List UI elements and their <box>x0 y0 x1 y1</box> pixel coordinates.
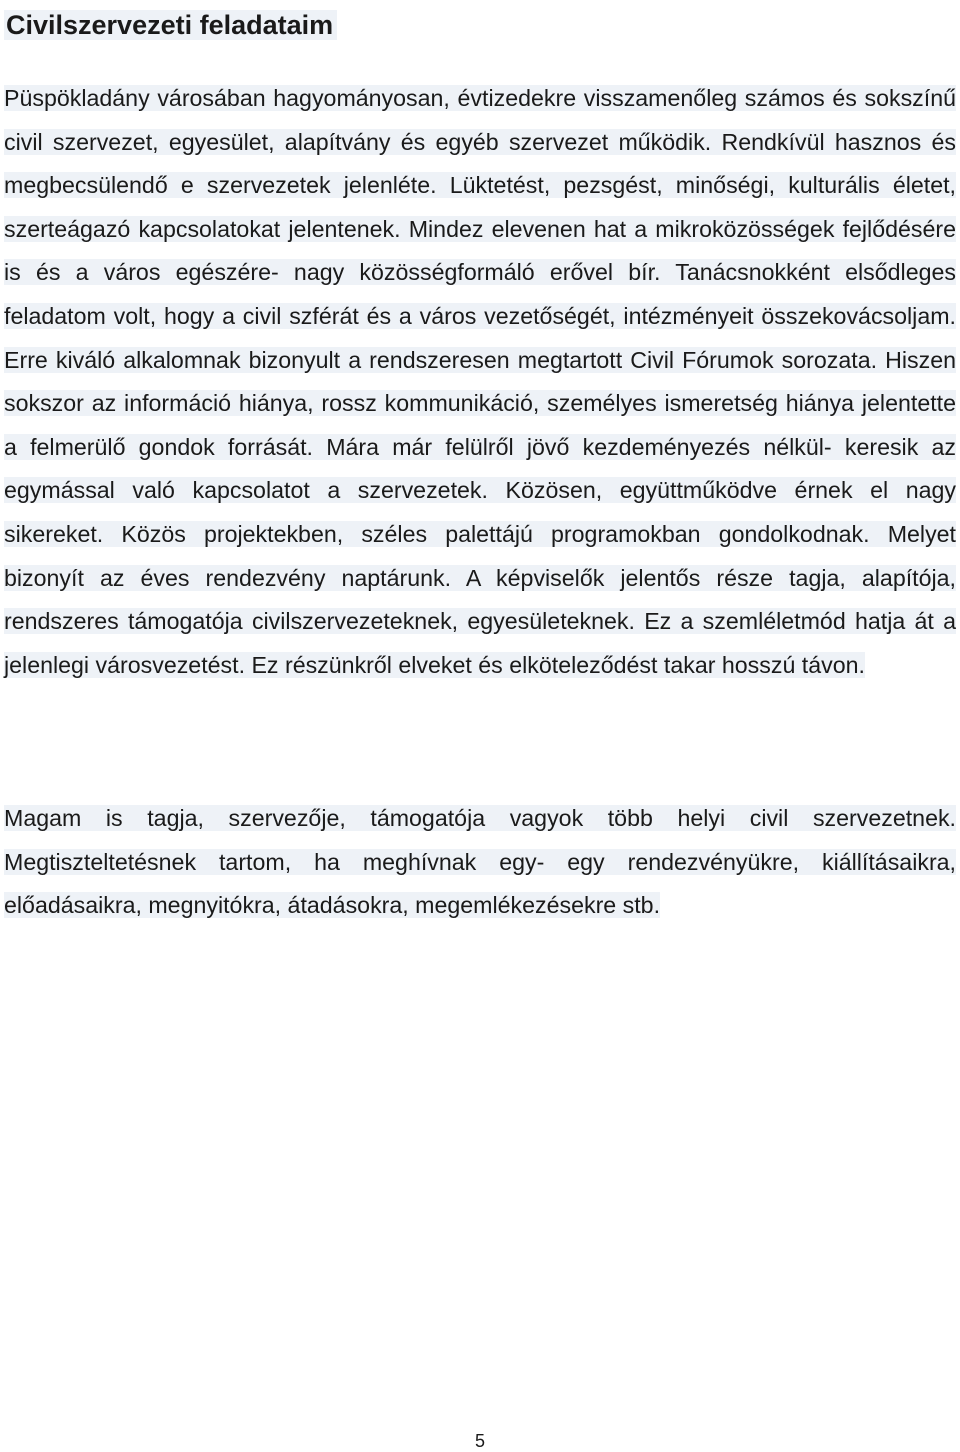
body-paragraph-1 <box>4 77 956 687</box>
page-number: 5 <box>474 1431 485 1451</box>
page-title-text: Civilszervezeti feladataim <box>4 10 337 40</box>
body-paragraph-1-text: Püspökladány városában hagyományosan, évtizedekre visszamenőleg számos és sokszínű civil szervezet, egyesület, alapítvány és egyéb szervezet működik. Rendkívül hasznos és megbecsülendő e szervezetek jelenléte. Lüktetést, pezsgést, minőségi, kulturális életet, szerteágazó kapcsolatokat jelentenek. Mindez elevenen hat a mikroközösségek fejlődésére is és a város egészére- nagy közösségformáló erővel bír. Tanácsnokként elsődleges feladatom volt, hogy a civil szférát és a város vezetőségét, intézményeit összekovácsoljam. Erre kiváló alkalomnak bizonyult a rendszeresen megtartott Civil Fórumok sorozata. Hiszen sokszor az információ hiánya, rossz kommunikáció, személyes ismeretség hiánya jelentette a felmerülő gondok forrását. Mára már felülről jövő kezdeményezés nélkül- keresik az egymással való kapcsolatot a szervezetek. Közösen, együttműködve érnek el nagy sikereket. Közös projektekben, széles palettájú programokban gondolkodnak. Melyet bizonyít az éves rendezvény naptárunk. A képviselők jelentős része tagja, alapítója, rendszeres támogatója civilszervezeteknek, egyesületeknek. Ez a szemléletmód hatja át a jelenlegi városvezetést. Ez részünkről elveket és elköteleződést takar hosszú távon. <box>4 85 956 678</box>
body-paragraph-2-text: Magam is tagja, szervezője, támogatója vagyok több helyi civil szervezetnek. Megtiszteltetésnek tartom, ha meghívnak egy- egy rendezvényükre, kiállításaikra, előadásaikra, megnyitókra, átadásokra, megemlékezésekre stb. <box>4 805 956 919</box>
page-title <box>4 6 337 44</box>
body-paragraph-2 <box>4 797 956 928</box>
